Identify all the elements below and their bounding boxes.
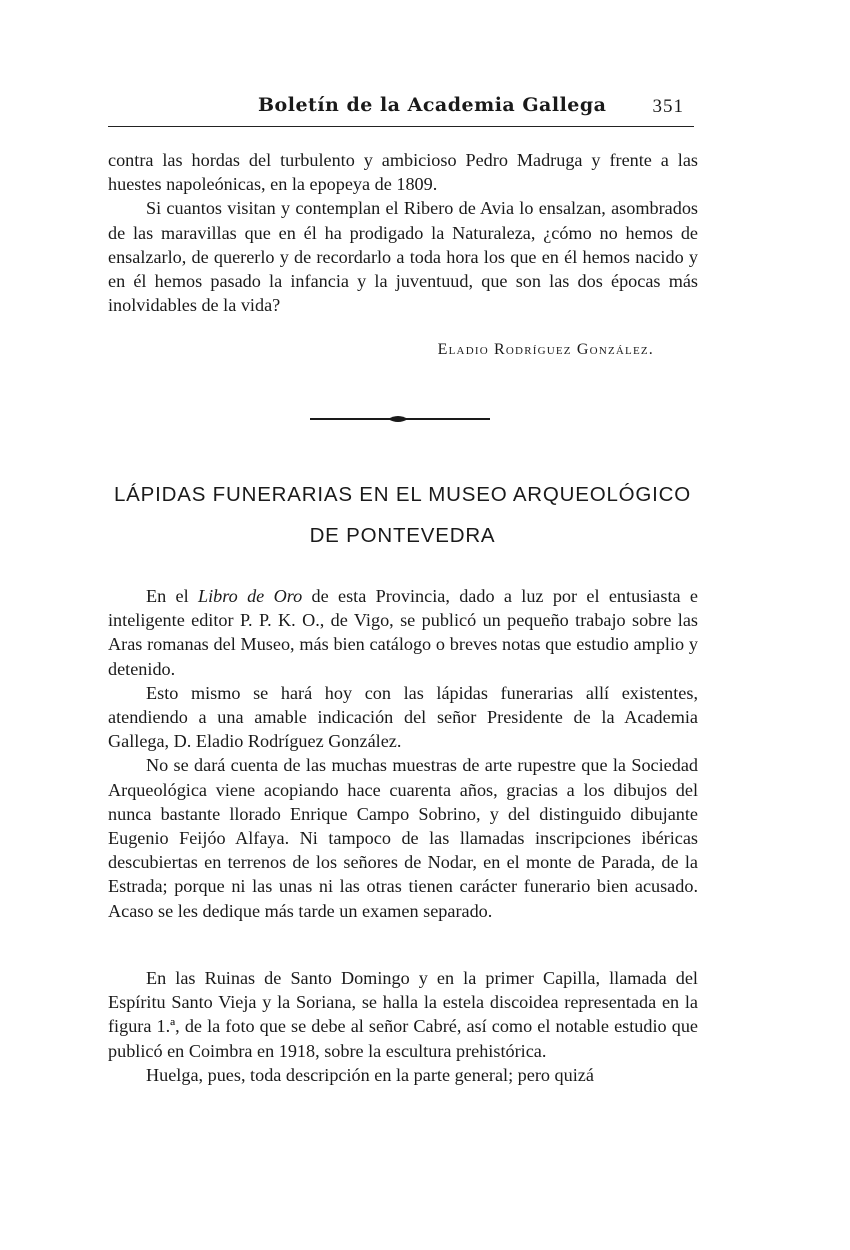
paragraph [108,584,698,681]
article-title-line-1: LÁPIDAS FUNERARIAS EN EL MUSEO ARQUEOLÓGICO [113,483,692,506]
running-title: Boletín de la Academia Gallega [258,94,607,116]
article-title-line-2: DE PONTEVEDRA [309,524,496,547]
running-header [108,94,698,124]
paragraph: Si cuantos visitan y contemplan el Ribero de Avia lo ensalzan, asombrados de las maravillas que en él ha prodigado la Naturaleza, ¿cómo no hemos de ensalzarlo, de quererlo y de recordarlo a toda hora los que en él hemos nacido y en él hemos pasado la infancia y la juventuud, que son las dos épocas más inolvidables de la vida? [108,198,698,316]
paragraph: No se dará cuenta de las muchas muestras de arte rupestre que la Sociedad Arqueológica viene acopiando hace cuarenta años, gracias a los dibujos del nunca bastante llorado Enrique Campo Sobrino, y del distinguido dibujante Eugenio Feijóo Alfaya. Ni tampoco de las llamadas inscripciones ibéricas descubiertas en terrenos de los señores de Nodar, en el monte de Parada, de la Estrada; porque ni las unas ni las otras tienen carácter funerario bien acusado. Acaso se les dedique más tarde un examen separado. [108,755,698,921]
article-body-continued [108,966,698,1087]
paragraph: contra las hordas del turbulento y ambicioso Pedro Madruga y frente a las huestes napoleónicas, en la epopeya de 1809. [108,150,698,195]
previous-article-text [108,148,698,317]
paragraph: En las Ruinas de Santo Domingo y en la primer Capilla, llamada del Espíritu Santo Vieja y la Soriana, se halla la estela discoidea representada en la figura 1.ª, de la foto que se debe al señor Cabré, así como el notable estudio que publicó en Coimbra en 1918, sobre la escultura prehistórica. [108,968,698,1061]
ornament-divider-icon [310,411,490,427]
paragraph: Esto mismo se hará hoy con las lápidas funerarias allí existentes, atendiendo a una amable indicación del señor Presidente de la Academia Gallega, D. Eladio Rodríguez González. [108,682,698,752]
paragraph: Huelga, pues, toda descripción en la parte general; pero quizá [146,1064,594,1085]
text-run: de esta Provincia, dado a luz por el entusiasta e inteligente editor P. P. K. O., de Vigo, se publicó un pequeño trabajo sobre las Aras romanas del Museo, más bien catálogo o breves notas que estudio amplio y detenido. [108,586,698,679]
page-number: 351 [652,96,684,117]
author-signature: Eladio Rodríguez González. [437,341,654,358]
header-rule [108,126,694,127]
article-body [108,584,698,923]
italic-title: Libro de Oro [197,586,303,606]
text-run: En el [146,586,198,606]
